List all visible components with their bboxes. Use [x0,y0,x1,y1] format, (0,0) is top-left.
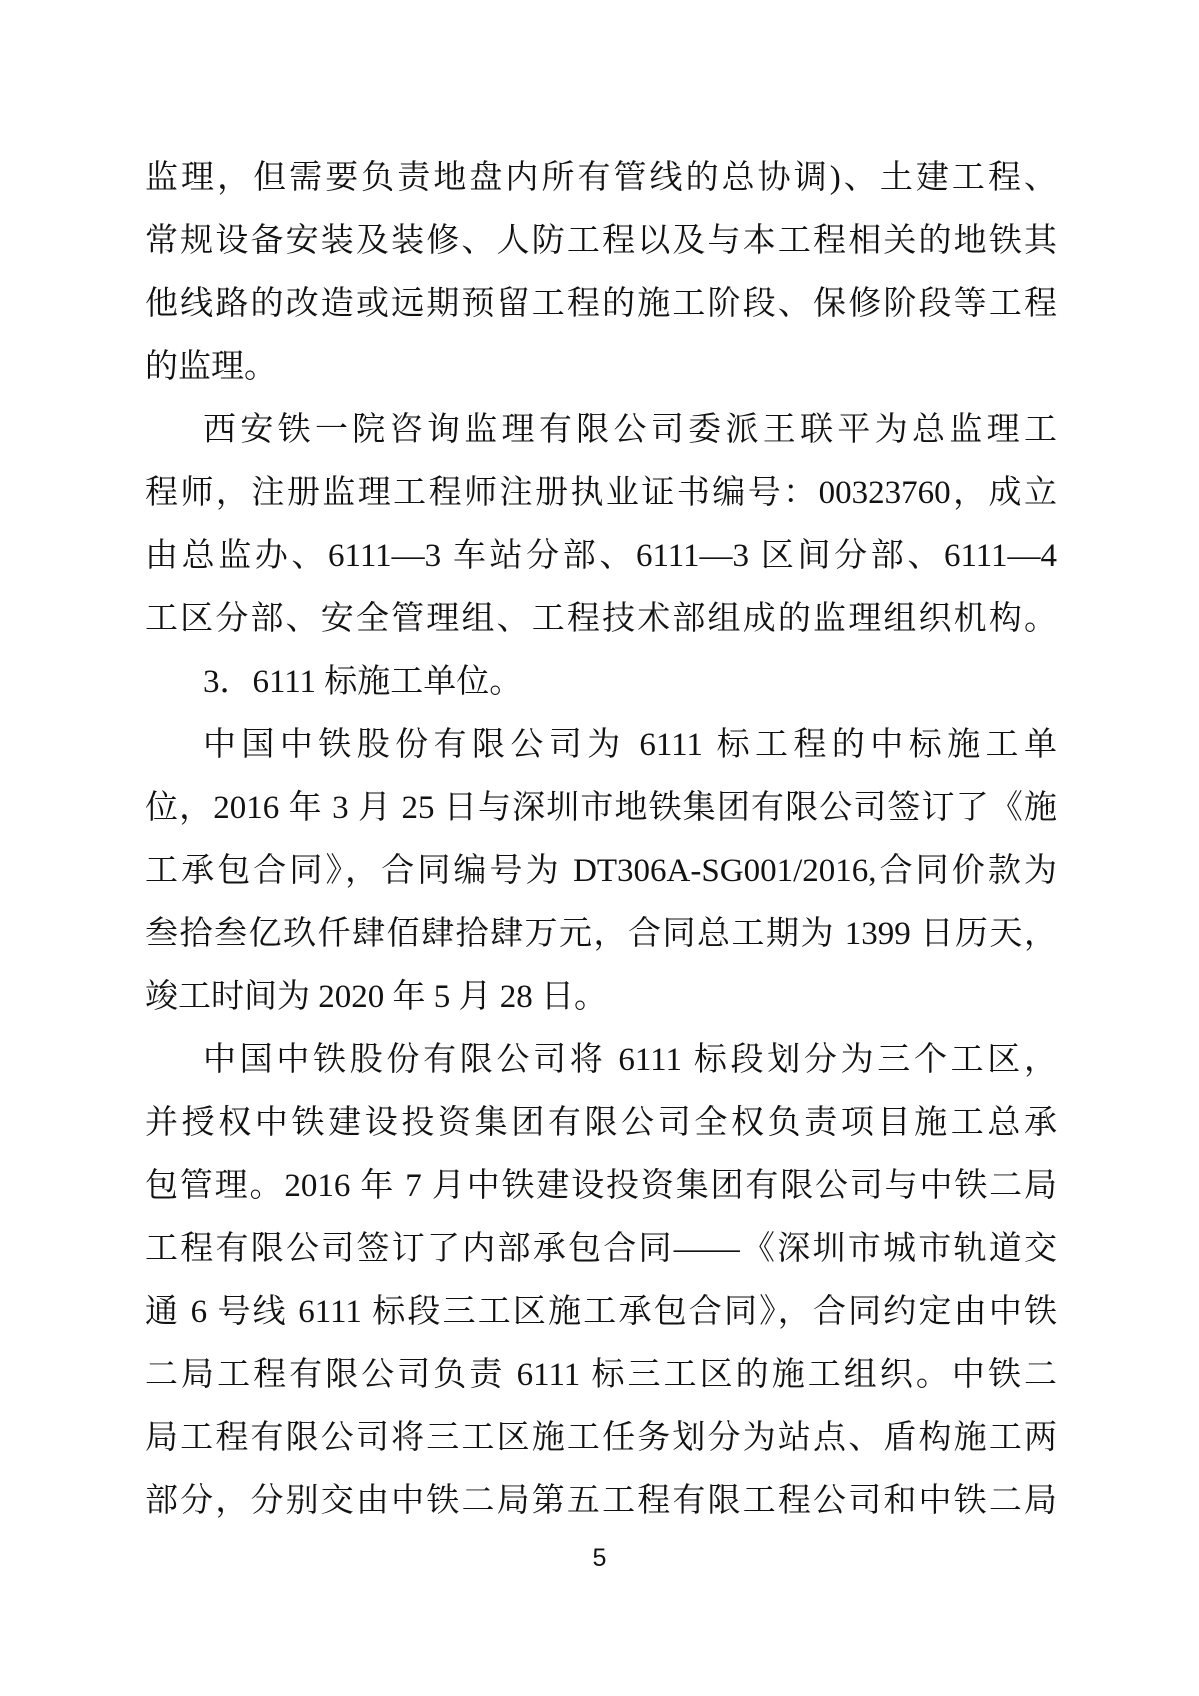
page-number: 5 [592,1544,607,1572]
text-line: 并授权中铁建设投资集团有限公司全权负责项目施工总承 [145,1105,1057,1141]
text-line: 他线路的改造或远期预留工程的施工阶段、保修阶段等工程 [145,286,1057,322]
text-line: 位，2016 年 3 月 25 日与深圳市地铁集团有限公司签订了《施 [145,790,1057,826]
text-line: 叁拾叁亿玖仟肆佰肆拾肆万元，合同总工期为 1399 日历天， [145,916,1057,952]
text-line: 3．6111 标施工单位。 [203,664,523,700]
text-line: 通 6 号线 6111 标段三工区施工承包合同》，合同约定由中铁 [145,1294,1057,1330]
text-line: 包管理。2016 年 7 月中铁建设投资集团有限公司与中铁二局 [145,1168,1057,1204]
document-body [145,147,1057,1533]
text-line: 中国中铁股份有限公司为 6111 标工程的中标施工单 [203,727,1057,763]
text-line: 监理，但需要负责地盘内所有管线的总协调)、土建工程、 [145,160,1057,196]
text-line: 工程有限公司签订了内部承包合同——《深圳市城市轨道交 [145,1231,1057,1267]
text-line: 由总监办、6111—3 车站分部、6111—3 区间分部、6111—4 [145,538,1057,574]
text-line: 工承包合同》，合同编号为 DT306A-SG001/2016,合同价款为 [145,853,1057,889]
text-line: 常规设备安装及装修、人防工程以及与本工程相关的地铁其 [145,223,1057,259]
text-line: 局工程有限公司将三工区施工任务划分为站点、盾构施工两 [145,1420,1057,1456]
text-line: 二局工程有限公司负责 6111 标三工区的施工组织。中铁二 [145,1357,1057,1393]
text-line: 部分，分别交由中铁二局第五工程有限工程公司和中铁二局 [145,1483,1057,1519]
text-line: 中国中铁股份有限公司将 6111 标段划分为三个工区， [203,1042,1057,1078]
text-line: 工区分部、安全管理组、工程技术部组成的监理组织机构。 [145,601,1057,637]
text-line: 西安铁一院咨询监理有限公司委派王联平为总监理工 [203,412,1057,448]
text-line: 竣工时间为 2020 年 5 月 28 日。 [145,979,607,1015]
text-line: 程师，注册监理工程师注册执业证书编号：00323760，成立 [145,475,1057,511]
text-line: 的监理。 [145,349,277,385]
